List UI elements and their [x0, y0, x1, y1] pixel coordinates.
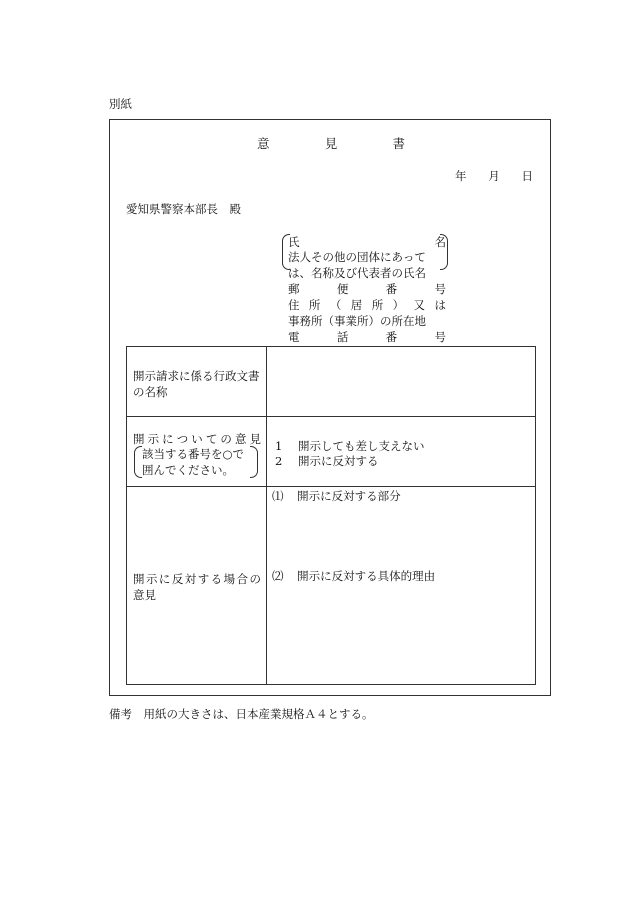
postal-code-label: 郵 便 番 号 [288, 282, 446, 296]
table-column-divider [266, 347, 267, 684]
form-title: 意 見 書 [257, 136, 405, 151]
corp-note-line1: 法人その他の団体にあって [288, 250, 426, 264]
objection-reason-item: ⑵ 開示に反対する具体的理由 [272, 569, 436, 583]
table-row-divider-1 [127, 416, 535, 417]
table-row-divider-2 [127, 486, 535, 487]
note-bracket-left [134, 446, 142, 478]
document-name-field[interactable] [268, 348, 533, 414]
disclosure-opinion-label: 開 示 に つ い て の 意 見 [133, 432, 261, 446]
address-label: 住 所 （ 居 所 ） 又 は [288, 298, 446, 312]
objection-reason-field[interactable] [268, 585, 533, 683]
attachment-label: 別紙 [109, 97, 132, 111]
selection-note-line2: 囲んでください。 [142, 463, 234, 477]
objection-opinion-label: 開 示 に 反 対 す る 場 合 の [133, 572, 261, 586]
document-name-label-line2: の名称 [133, 385, 168, 399]
note-bracket-right [250, 446, 258, 478]
date-line: 年 月 日 [455, 169, 533, 183]
option-2[interactable]: 2 開示に反対する [275, 454, 379, 468]
objection-part-field[interactable] [268, 505, 533, 560]
document-name-label-line1: 開示請求に係る行政文書 [133, 369, 260, 383]
option-1[interactable]: 1 開示しても差し支えない [275, 439, 425, 453]
objection-opinion-label-line2: 意見 [133, 588, 156, 602]
office-address-label: 事務所（事業所）の所在地 [288, 314, 426, 328]
corp-note-line2: は、名称及び代表者の氏名 [288, 266, 426, 280]
applicant-name-label: 氏 名 [288, 235, 446, 249]
remarks: 備考 用紙の大きさは、日本産業規格Ａ４とする。 [109, 707, 374, 721]
addressee: 愛知県警察本部長 殿 [126, 202, 241, 216]
objection-part-item: ⑴ 開示に反対する部分 [272, 489, 401, 503]
selection-note-line1: 該当する番号を○で [142, 447, 245, 461]
phone-label: 電 話 番 号 [288, 330, 446, 344]
